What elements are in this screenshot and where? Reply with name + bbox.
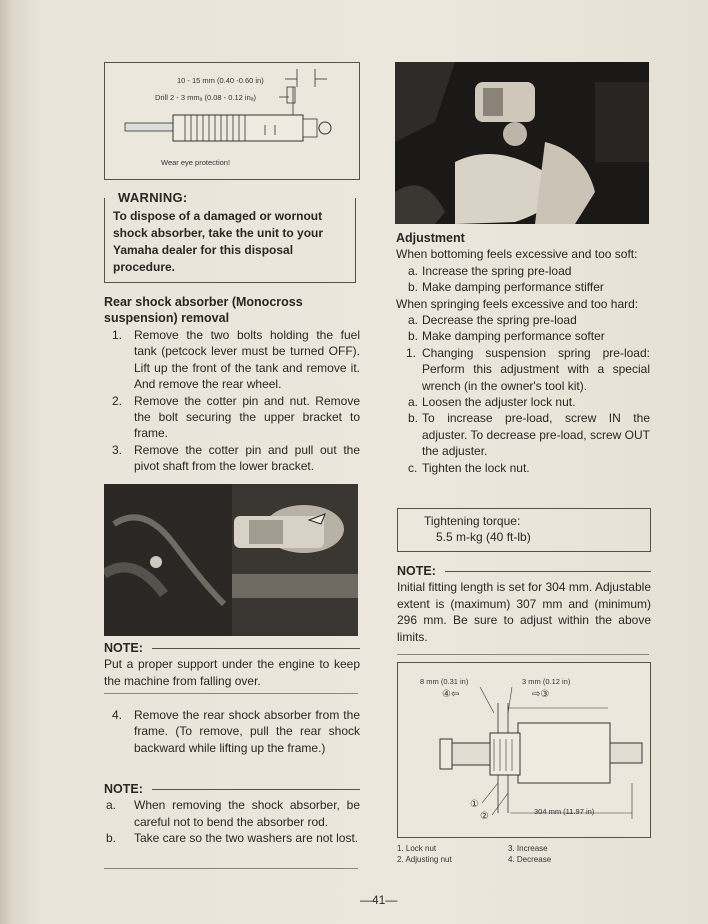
- adjust-item-letter: b.: [408, 329, 419, 344]
- adjust-sub-item: [396, 460, 650, 476]
- note-item-letter: a.: [106, 798, 117, 813]
- adjust-step: [396, 345, 650, 394]
- marker-lock-nut: ①: [470, 799, 479, 810]
- adjust-item: [396, 328, 650, 344]
- adjust-sub-item: [396, 410, 650, 459]
- note-rule: [152, 789, 360, 790]
- note-item-text: Take care so the two washers are not lost.: [134, 831, 359, 846]
- removal-steps: [104, 327, 360, 475]
- adjuster-photo: [395, 62, 649, 224]
- shock-removal-photo: [104, 484, 358, 636]
- note-length-text: Initial fitting length is set for 304 mm. Adjustable extent is (maximum) 307 mm and (minimum) 296 mm. Be sure to adjust within the above limits.: [397, 580, 651, 644]
- warning-box: [104, 190, 356, 283]
- page-number: —41—: [360, 893, 398, 907]
- adjust-item-letter: b.: [408, 280, 419, 295]
- dim-8mm: 8 mm (0.31 in): [420, 677, 469, 686]
- adjust-item: [396, 263, 650, 279]
- legend-lock-nut: [397, 843, 436, 854]
- note-length-label: NOTE:: [397, 564, 436, 578]
- note-item-text: When removing the shock absorber, be careful not to bend the absorber rod.: [134, 798, 360, 829]
- step-text: Remove the rear shock absorber from the frame. (To remove, pull the rear shock backward while lifting up the frame.): [134, 708, 360, 755]
- legend-text: Lock nut: [405, 844, 437, 853]
- adjust-sub-text: To increase pre-load, screw IN the adjuster. To decrease pre-load, screw OUT the adjuster.: [422, 411, 650, 459]
- note-length: [397, 563, 651, 645]
- adjust-item-text: Make damping performance stiffer: [422, 280, 604, 295]
- note-support-text: Put a proper support under the engine to keep the machine from falling over.: [104, 657, 360, 688]
- note-support-label: NOTE:: [104, 641, 143, 655]
- step-text: Remove the cotter pin and nut. Remove the bolt securing the upper bracket to frame.: [134, 393, 360, 441]
- adjust-item-letter: a.: [408, 263, 419, 278]
- marker-adjusting-nut: ②: [480, 811, 489, 822]
- adjust-sub-text: Loosen the adjuster lock nut.: [422, 395, 576, 410]
- note-removal-title: [104, 781, 360, 797]
- step-text: Remove the cotter pin and pull out the pivot shaft from the lower bracket.: [134, 442, 360, 474]
- removal-step: [104, 393, 360, 442]
- note-item: [104, 797, 360, 830]
- adjust-item-text: Make damping performance softer: [422, 329, 605, 344]
- divider: [397, 654, 649, 655]
- note-item: [104, 830, 360, 846]
- adjust-condition-1: When bottoming feels excessive and too soft:: [396, 247, 638, 262]
- torque-value: 5.5 m-kg (40 ft-lb): [436, 530, 531, 544]
- removal-title: Rear shock absorber (Monocross suspension) removal: [104, 295, 303, 326]
- step-number: 4.: [112, 708, 123, 722]
- legend-text: Adjusting nut: [405, 855, 452, 864]
- adjust-sub-letter: c.: [408, 460, 418, 475]
- legend-number: 1.: [397, 844, 404, 853]
- adjust-item: [396, 312, 650, 328]
- removal-step: [104, 442, 360, 475]
- shock-removal-image: [104, 484, 358, 636]
- legend-decrease: [508, 854, 551, 865]
- note-rule: [152, 648, 360, 649]
- adjust-item: [396, 279, 650, 295]
- dim-304mm: 304 mm (11.97 in): [534, 807, 595, 816]
- legend-adjusting-nut: [397, 854, 452, 865]
- adjust-condition-2: When springing feels excessive and too hard:: [396, 296, 639, 311]
- legend-number: 2.: [397, 855, 404, 864]
- step-number: 3.: [112, 442, 123, 457]
- adjuster-figure: [397, 662, 651, 838]
- adjust-step-text: Changing suspension spring pre-load: Perform this adjustment with a special wrench (in the owner's tool kit).: [422, 345, 650, 393]
- torque-label: Tightening torque:: [424, 514, 521, 528]
- divider: [104, 693, 358, 694]
- drill-dim-top: 10 - 15 mm (0.40 -0.60 in): [177, 76, 264, 85]
- adjuster-drawing: [398, 663, 650, 837]
- adjustment-title: Adjustment: [396, 231, 465, 245]
- adjust-sub-text: Tighten the lock nut.: [422, 460, 530, 475]
- adjust-step-number: 1.: [406, 345, 417, 360]
- legend-text: Increase: [516, 844, 548, 853]
- step-number: 1.: [112, 328, 123, 342]
- dim-3mm: 3 mm (0.12 in): [522, 677, 571, 686]
- note-support: [104, 640, 360, 689]
- adjust-item-text: Decrease the spring pre-load: [422, 313, 577, 328]
- note-rule: [445, 571, 651, 572]
- note-support-title: [104, 640, 360, 656]
- adjuster-image: [395, 62, 649, 224]
- divider: [104, 868, 358, 869]
- increase-arrow-label: ⇨③: [532, 689, 550, 700]
- note-removal-label: NOTE:: [104, 782, 143, 796]
- adjust-item-letter: a.: [408, 313, 419, 328]
- legend-text: Decrease: [516, 855, 552, 864]
- decrease-arrow-label: ④⇦: [442, 689, 460, 700]
- shock-drill-figure: [104, 62, 360, 180]
- drill-caption: Wear eye protection!: [161, 158, 231, 167]
- adjust-sub-letter: b.: [408, 411, 419, 426]
- removal-step: [104, 327, 360, 393]
- note-length-title: [397, 563, 651, 579]
- torque-box: [397, 508, 651, 552]
- legend-increase: [508, 843, 548, 854]
- warning-text: To dispose of a damaged or wornout shock absorber, take the unit to your Yamaha dealer for this disposal procedure.: [104, 198, 356, 283]
- adjust-sub-letter: a.: [408, 395, 419, 410]
- legend-number: 4.: [508, 855, 515, 864]
- drill-dim-size: Drill 2 - 3 mmₐ (0.08 - 0.12 inₐ): [155, 93, 257, 102]
- note-item-letter: b.: [106, 831, 117, 846]
- step-text: Remove the two bolts holding the fuel tank (petcock lever must be turned OFF). Lift up the front of the tank and remove it. And remove the rear wheel.: [134, 328, 360, 392]
- note-removal: [104, 781, 360, 847]
- adjust-item-text: Increase the spring pre-load: [422, 263, 572, 278]
- legend-number: 3.: [508, 844, 515, 853]
- step-number: 2.: [112, 393, 123, 408]
- adjustment-section: [396, 230, 650, 476]
- removal-step-4: [104, 707, 360, 756]
- warning-title: WARNING:: [118, 190, 188, 205]
- removal-step: [104, 707, 360, 756]
- adjust-sub-item: [396, 394, 650, 410]
